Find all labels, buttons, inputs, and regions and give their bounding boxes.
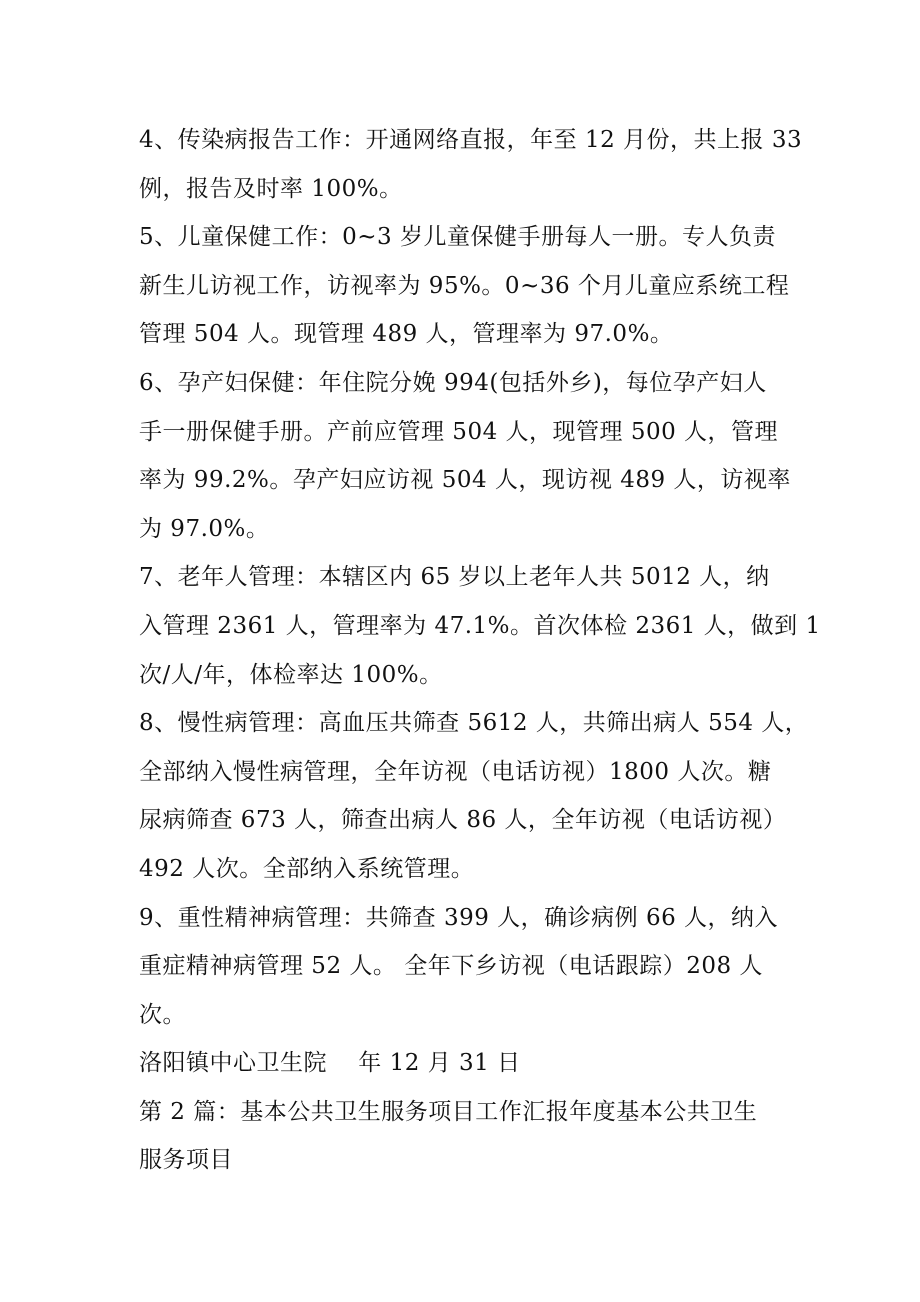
text-line: 率为 99.2%。孕产妇应访视 504 人，现访视 489 人，访视率	[139, 467, 791, 494]
text-line: 次/人/年，体检率达 100%。	[139, 661, 443, 688]
text-line: 重症精神病管理 52 人。 全年下乡访视（电话跟踪）208 人	[139, 953, 763, 980]
text-line: 7、老年人管理：本辖区内 65 岁以上老年人共 5012 人，纳	[139, 564, 770, 591]
text-line: 手一册保健手册。产前应管理 504 人，现管理 500 人，管理	[139, 418, 779, 445]
signature-line: 洛阳镇中心卫生院 年 12 月 31 日	[139, 1050, 521, 1077]
section-heading-line: 第 2 篇：基本公共卫生服务项目工作汇报年度基本公共卫生	[139, 1098, 758, 1125]
text-line: 新生儿访视工作，访视率为 95%。0~36 个月儿童应系统工程	[139, 272, 790, 299]
text-line: 5、儿童保健工作：0~3 岁儿童保健手册每人一册。专人负责	[139, 224, 776, 251]
text-line: 为 97.0%。	[139, 515, 270, 542]
text-line: 入管理 2361 人，管理率为 47.1%。首次体检 2361 人，做到 1	[139, 612, 821, 639]
text-line: 次。	[139, 1001, 186, 1028]
document-body	[139, 116, 821, 1185]
text-line: 例，报告及时率 100%。	[139, 175, 403, 202]
section-heading-line: 服务项目	[139, 1147, 233, 1174]
text-line: 4、传染病报告工作：开通网络直报，年至 12 月份，共上报 33	[139, 127, 803, 153]
text-line: 9、重性精神病管理：共筛查 399 人，确诊病例 66 人，纳入	[139, 904, 779, 931]
text-line: 492 人次。全部纳入系统管理。	[139, 855, 475, 882]
text-line: 全部纳入慢性病管理，全年访视（电话访视）1800 人次。糖	[139, 758, 772, 785]
text-line: 管理 504 人。现管理 489 人，管理率为 97.0%。	[139, 321, 674, 348]
text-line: 6、孕产妇保健：年住院分娩 994(包括外乡)，每位孕产妇人	[139, 369, 767, 396]
text-line: 尿病筛查 673 人，筛查出病人 86 人，全年访视（电话访视）	[139, 807, 787, 834]
text-line: 8、慢性病管理：高血压共筛查 5612 人，共筛出病人 554 人，	[139, 710, 809, 737]
